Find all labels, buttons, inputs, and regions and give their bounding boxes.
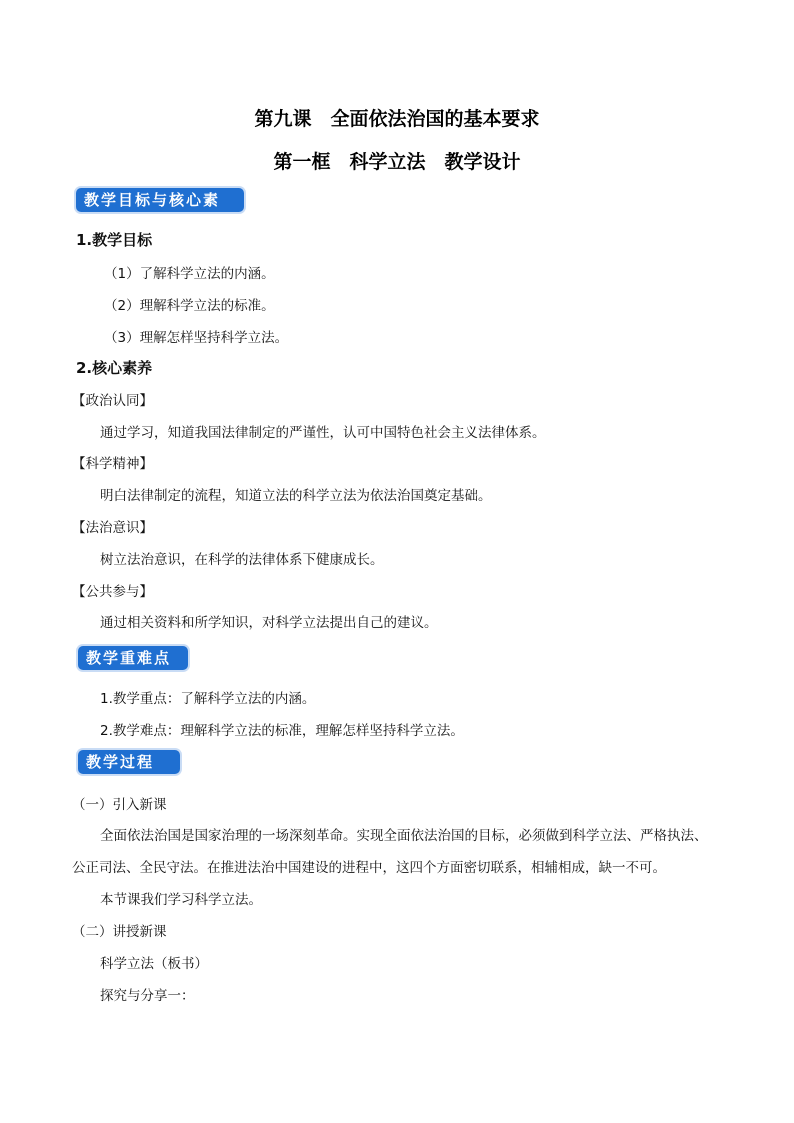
goal-item: （2）理解科学立法的标准。 (104, 298, 275, 314)
intro-paragraph-line: 全面依法治国是国家治理的一场深刻革命。实现全面依法治国的目标，必须做到科学立法、严格执法、 (100, 828, 708, 844)
page-subtitle: 第一框 科学立法 教学设计 (273, 151, 521, 173)
goals-heading: 1.教学目标 (76, 231, 153, 249)
intro-paragraph: 本节课我们学习科学立法。 (100, 892, 262, 908)
literacy-text: 通过相关资料和所学知识，对科学立法提出自己的建议。 (100, 615, 438, 631)
lecture-heading: （二）讲授新课 (72, 924, 167, 940)
goal-item: （1）了解科学立法的内涵。 (104, 266, 275, 282)
intro-heading: （一）引入新课 (72, 797, 167, 813)
goal-item: （3）理解怎样坚持科学立法。 (104, 330, 289, 346)
literacy-text: 明白法律制定的流程，知道立法的科学立法为依法治国奠定基础。 (100, 488, 492, 504)
section-badge-objectives: 教学目标与核心素养 (76, 188, 244, 212)
section-badge-key-points: 教学重难点 (78, 646, 188, 670)
difficult-point: 2.教学难点：理解科学立法的标准，理解怎样坚持科学立法。 (100, 723, 464, 739)
key-point: 1.教学重点：了解科学立法的内涵。 (100, 691, 316, 707)
lecture-line: 探究与分享一： (100, 988, 195, 1004)
literacy-label: 【公共参与】 (72, 584, 153, 600)
literacy-text: 通过学习，知道我国法律制定的严谨性，认可中国特色社会主义法律体系。 (100, 425, 546, 441)
lecture-line: 科学立法（板书） (100, 956, 208, 972)
literacy-label: 【科学精神】 (72, 456, 153, 472)
intro-paragraph-line: 公正司法、全民守法。在推进法治中国建设的进程中，这四个方面密切联系，相辅相成，缺一不可。 (72, 860, 666, 876)
literacy-heading: 2.核心素养 (76, 359, 153, 377)
literacy-text: 树立法治意识，在科学的法律体系下健康成长。 (100, 552, 384, 568)
literacy-label: 【法治意识】 (72, 520, 153, 536)
page-title: 第九课 全面依法治国的基本要求 (254, 108, 540, 130)
section-badge-process: 教学过程 (78, 750, 180, 774)
literacy-label: 【政治认同】 (72, 393, 153, 409)
